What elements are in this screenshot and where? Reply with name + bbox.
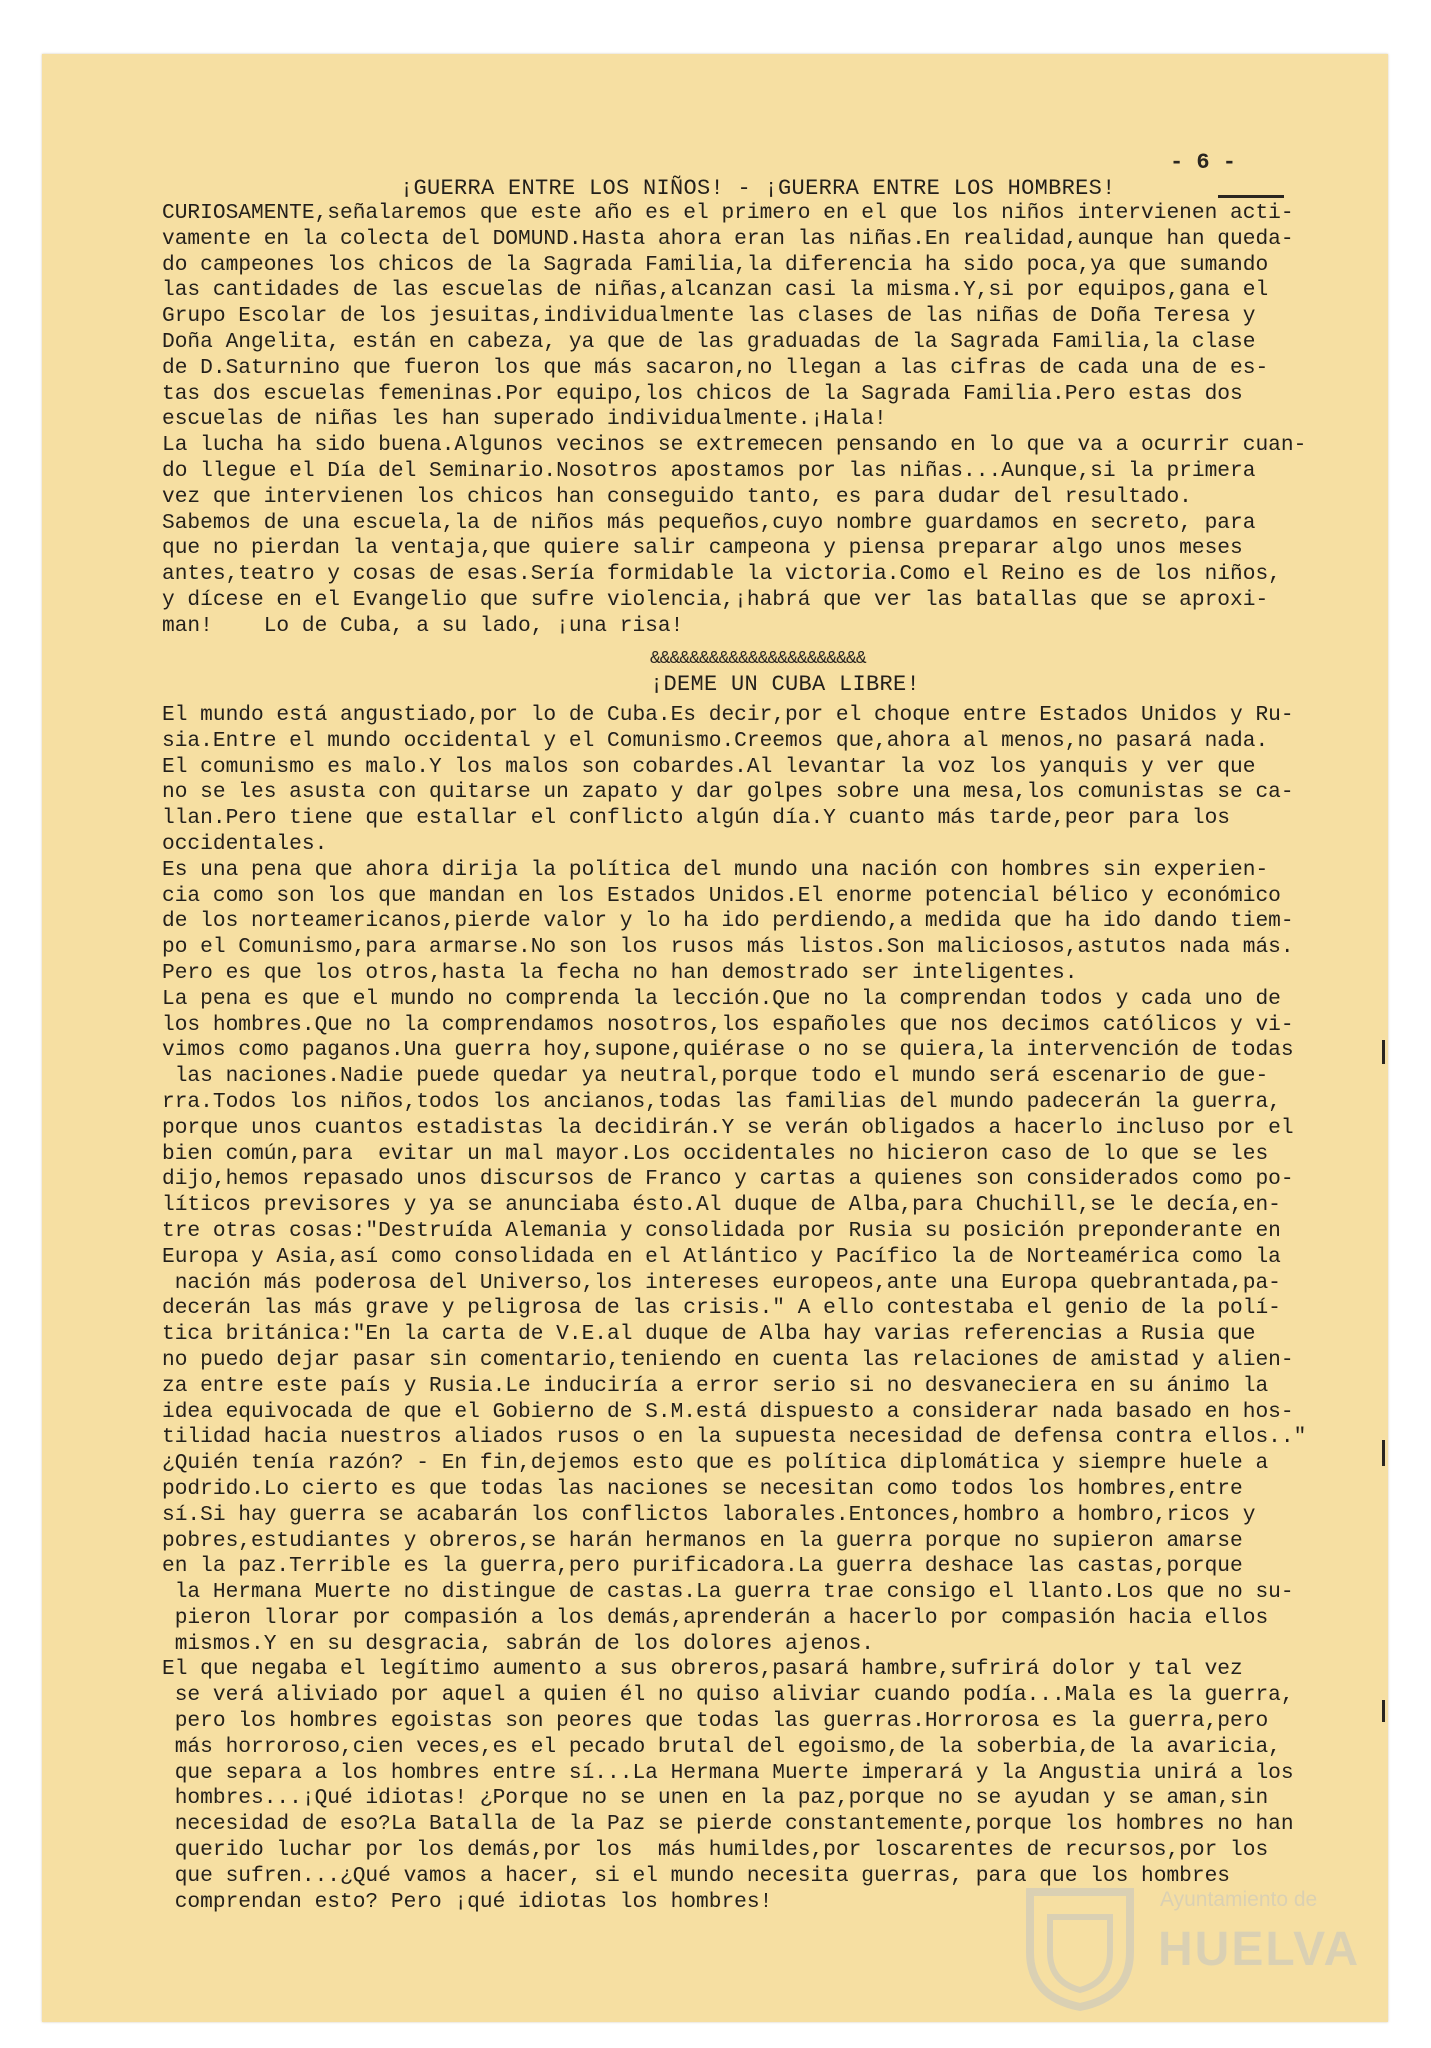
text-line: sia.Entre el mundo occidental y el Comunismo.Creemos que,ahora al menos,no pasará nada.	[162, 728, 1269, 753]
text-line: cia como son los que mandan en los Estados Unidos.El enorme potencial bélico y económico	[162, 883, 1281, 908]
text-line: La pena es que el mundo no comprenda la lección.Que no la comprendan todos y cada uno de	[162, 986, 1281, 1011]
text-line: antes,teatro y cosas de esas.Sería formidable la victoria.Como el Reino es de los niños,	[162, 562, 1281, 587]
text-line: de D.Saturnino que fueron los que más sacaron,no llegan a las cifras de cada una de es-	[162, 355, 1269, 380]
text-line: que no pierdan la ventaja,que quiere salir campeona y piensa preparar algo unos meses	[162, 536, 1243, 561]
text-line: Es una pena que ahora dirija la política del mundo una nación con hombres sin experien-	[162, 857, 1269, 882]
text-line: El que negaba el legítimo aumento a sus obreros,pasará hambre,sufrirá dolor y tal vez	[162, 1657, 1243, 1682]
text-line: la Hermana Muerte no distingue de castas.La guerra trae consigo el llanto.Los que no su-	[162, 1580, 1294, 1605]
section-body-guerra	[162, 201, 1332, 640]
section-body-cuba-libre	[162, 703, 1332, 1915]
section-title-cuba-libre: ¡DEME UN CUBA LIBRE!	[650, 672, 921, 697]
text-line: las naciones.Nadie puede quedar ya neutral,porque todo el mundo será escenario de gue-	[162, 1064, 1269, 1089]
section-divider: &&&&&&&&&&&&&&&&&&&&&&	[650, 649, 866, 669]
text-line: de los norteamericanos,pierde valor y lo ha ido perdiendo,a medida que ha ido dando tiem-	[162, 909, 1294, 934]
text-line: Europa y Asia,así como consolidada en el Atlántico y Pacífico la de Norteamérica como la	[162, 1244, 1281, 1269]
text-line: mismos.Y en su desgracia, sabrán de los dolores ajenos.	[162, 1631, 875, 1656]
watermark-title: HUELVA	[1158, 1923, 1361, 1976]
text-line: vamente en la colecta del DOMUND.Hasta ahora eran las niñas.En realidad,aunque han queda-	[162, 226, 1294, 251]
text-line: za entre este país y Rusia.Le induciría a error serio si no desvaneciera en su ánimo la	[162, 1373, 1269, 1398]
text-line: Pero es que los otros,hasta la fecha no han demostrado ser inteligentes.	[162, 960, 1078, 985]
text-line: El mundo está angustiado,por lo de Cuba.Es decir,por el choque entre Estados Unidos y Ru-	[162, 703, 1294, 727]
page-number-underline	[1218, 195, 1284, 198]
section-title-guerra: ¡GUERRA ENTRE LOS NIÑOS! - ¡GUERRA ENTRE LOS HOMBRES!	[400, 176, 1116, 201]
margin-mark	[1382, 1440, 1385, 1466]
text-line: man! Lo de Cuba, a su lado, ¡una risa!	[162, 613, 684, 638]
text-line: sí.Si hay guerra se acabarán los conflictos laborales.Entonces,hombro a hombro,ricos y	[162, 1502, 1256, 1527]
text-line: podrido.Lo cierto es que todas las naciones se necesitan como todos los hombres,entre	[162, 1476, 1243, 1501]
text-line: llan.Pero tiene que estallar el conflicto algún día.Y cuanto más tarde,peor para los	[162, 806, 1231, 831]
text-line: que sufren...¿Qué vamos a hacer, si el mundo necesita guerras, para que los hombres	[162, 1863, 1231, 1888]
text-line: bien común,para evitar un mal mayor.Los occidentales no hicieron caso de lo que se les	[162, 1141, 1269, 1166]
text-line: pieron llorar por compasión a los demás,aprenderán a hacerlo por compasión hacia ellos	[162, 1605, 1269, 1630]
text-line: Grupo Escolar de los jesuitas,individualmente las clases de las niñas de Doña Teresa y	[162, 304, 1256, 329]
text-line: Doña Angelita, están en cabeza, ya que de las graduadas de la Sagrada Familia,la clase	[162, 329, 1256, 354]
text-line: decerán las más grave y peligrosa de las crisis." A ello contestaba el genio de la polí-	[162, 1296, 1281, 1321]
text-line: dijo,hemos repasado unos discursos de Franco y cartas a quienes son considerados como po-	[162, 1167, 1294, 1192]
text-line: necesidad de eso?La Batalla de la Paz se pierde constantemente,porque los hombres no han	[162, 1812, 1294, 1837]
text-line: rra.Todos los niños,todos los ancianos,todas las familias del mundo padecerán la guerra,	[162, 1089, 1281, 1114]
text-line: los hombres.Que no la comprendamos nosotros,los españoles que nos decimos católicos y vi-	[162, 1012, 1294, 1037]
margin-mark	[1382, 1700, 1385, 1722]
text-line: no se les asusta con quitarse un zapato y dar golpes sobre una mesa,los comunistas se ca-	[162, 780, 1294, 805]
huelva-watermark-logo	[1020, 1882, 1361, 2012]
text-line: que separa a los hombres entre sí...La Hermana Muerte imperará y la Angustia unirá a los	[162, 1760, 1294, 1785]
text-line: tas dos escuelas femeninas.Por equipo,los chicos de la Sagrada Familia.Pero estas dos	[162, 381, 1243, 406]
text-line: porque unos cuantos estadistas la decidirán.Y se verán obligados a hacerlo incluso por el	[162, 1115, 1294, 1140]
text-line: El comunismo es malo.Y los malos son cobardes.Al levantar la voz los yanquis y ver que	[162, 754, 1256, 779]
text-line: se verá aliviado por aquel a quien él no quiso aliviar cuando podía...Mala es la guerra,	[162, 1683, 1294, 1708]
text-line: vez que intervienen los chicos han conseguido tanto, es para dudar del resultado.	[162, 484, 1192, 509]
crest-icon	[1020, 1882, 1140, 2012]
text-line: nación más poderosa del Universo,los intereses europeos,ante una Europa quebrantada,pa-	[162, 1270, 1281, 1295]
margin-mark	[1382, 1040, 1385, 1064]
text-line: vimos como paganos.Una guerra hoy,supone,quiérase o no se quiera,la intervención de todas	[162, 1038, 1294, 1063]
text-line: pero los hombres egoistas son peores que todas las guerras.Horrorosa es la guerra,pero	[162, 1709, 1269, 1734]
text-line: CURIOSAMENTE,señalaremos que este año es el primero en el que los niños intervienen acti-	[162, 201, 1294, 225]
text-line: las cantidades de las escuelas de niñas,alcanzan casi la misma.Y,si por equipos,gana el	[162, 278, 1269, 303]
text-line: hombres...¡Qué idiotas! ¿Porque no se unen en la paz,porque no se ayudan y se aman,sin	[162, 1786, 1269, 1811]
text-line: pobres,estudiantes y obreros,se harán hermanos en la guerra porque no supieron amarse	[162, 1528, 1243, 1553]
text-line: en la paz.Terrible es la guerra,pero purificadora.La guerra deshace las castas,porque	[162, 1554, 1243, 1579]
text-line: tre otras cosas:"Destruída Alemania y consolidada por Rusia su posición preponderante en	[162, 1218, 1281, 1243]
text-line: comprendan esto? Pero ¡qué idiotas los hombres!	[162, 1889, 773, 1914]
text-line: y dícese en el Evangelio que sufre violencia,¡habrá que ver las batallas que se aproxi-	[162, 587, 1269, 612]
text-line: tica británica:"En la carta de V.E.al duque de Alba hay varias referencias a Rusia que	[162, 1322, 1256, 1347]
text-line: po el Comunismo,para armarse.No son los rusos más listos.Son maliciosos,astutos nada más.	[162, 935, 1294, 960]
text-line: escuelas de niñas les han superado individualmente.¡Hala!	[162, 407, 887, 432]
text-line: tilidad hacia nuestros aliados rusos o en la supuesta necesidad de defensa contra ellos.."	[162, 1425, 1307, 1450]
text-line: líticos previsores y ya se anunciaba ésto.Al duque de Alba,para Chuchill,se le decía,en-	[162, 1193, 1281, 1218]
text-line: querido luchar por los demás,por los más humildes,por loscarentes de recursos,por los	[162, 1838, 1269, 1863]
text-line: do llegue el Día del Seminario.Nosotros apostamos por las niñas...Aunque,si la primera	[162, 458, 1256, 483]
text-line: más horroroso,cien veces,es el pecado brutal del egoismo,de la soberbia,de la avaricia,	[162, 1734, 1281, 1759]
watermark-subtitle: Ayuntamiento de	[1160, 1888, 1318, 1911]
text-line: no puedo dejar pasar sin comentario,teniendo en cuenta las relaciones de amistad y alien-	[162, 1347, 1294, 1372]
text-line: idea equivocada de que el Gobierno de S.M.está dispuesto a considerar nada basado en hos-	[162, 1399, 1294, 1424]
text-line: La lucha ha sido buena.Algunos vecinos se extremecen pensando en lo que va a ocurrir cuan-	[162, 433, 1307, 458]
page-number: - 6 -	[1170, 150, 1237, 175]
text-line: ¿Quién tenía razón? - En fin,dejemos esto que es política diplomática y siempre huele a	[162, 1451, 1269, 1476]
text-line: occidentales.	[162, 831, 328, 856]
text-line: do campeones los chicos de la Sagrada Familia,la diferencia ha sido poca,ya que sumando	[162, 252, 1269, 277]
text-line: Sabemos de una escuela,la de niños más pequeños,cuyo nombre guardamos en secreto, para	[162, 510, 1256, 535]
